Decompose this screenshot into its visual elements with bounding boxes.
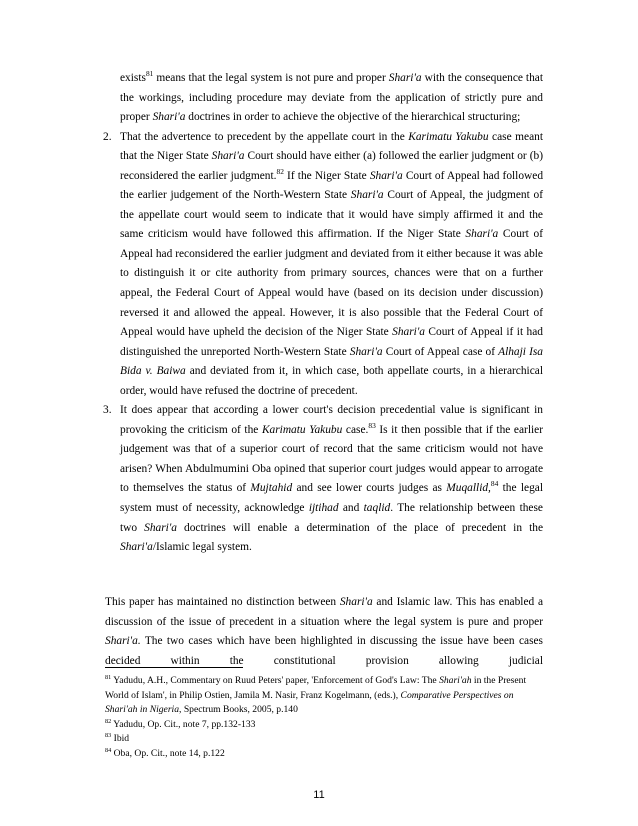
list-item-2: 2. That the advertence to precedent by the appellate court in the Karimatu Yakubu case meant that the Niger State Shari'a Court should have either (a) followed the earlier judgment or (b) reconsidered the earlier judgment.$^{82}$ If the Niger State Shari'a Court of Appeal had followed the earlier judgement of the North-Western State Shari'a Court of Appeal, the judgment of the appellate court would seem to indicate that it would have simply affirmed it and the same criticism would have followed this affirmation. If the Niger State Shari'a Court of Appeal had reconsidered the earlier judgment and deviated from it either because it was able to distinguish it or cite authority from primary sources, chances were that on a further appeal, the Federal Court of Appeal would have (based on its decision under discussion) reversed it and allowed the appeal. However, it is also possible that the Federal Court of Appeal would have upheld the decision of the Niger State Shari'a Court of Appeal if it had distinguished the unreported North-Western State Shari'a Court of Appeal case of Alhaji Isa Bida v. Baiwa and deviated from it, in which case, both appellate courts, in a hierarchical order, would have refused the doctrine of precedent. [120, 128, 543, 402]
footnote-82: $^{82}$ Yadudu, Op. Cit., note 7, pp.132-133 [105, 717, 256, 730]
footnote-separator [105, 667, 243, 668]
footnote-84: $^{84}$ Oba, Op. Cit., note 14, p.122 [105, 746, 225, 759]
footnote-ref-82[interactable]: 82 [276, 166, 284, 176]
list-number-2: 2. [103, 130, 112, 143]
list-item-3: 3. It does appear that according a lower court's decision precedential value is significant in provoking the criticism of the Karimatu Yakubu case.$^{83}$ Is it then possible that if the earlier judgement was that of a superior court of record that the same criticism would not have arisen? When Abdulmumini Oba opined that superior court judges would appear to arrogate to themselves the status of Mujtahid and see lower courts judges as Muqallid,$^{84}$ the legal system must of necessity, acknowledge ijtihad and taqlid. The relationship between these two Shari'a doctrines will enable a determination of the place of precedent in the Shari'a/Islamic legal system. [120, 401, 543, 557]
footnote-ref-83[interactable]: 83 [368, 421, 376, 431]
footnote-81: $^{81}$ Yadudu, A.H., Commentary on Ruud Peters' paper, 'Enforcement of God's Law: The Shari'ah in the Present World of Islam', in Philip Ostien, Jamila M. Nasir, Franz Kogelmann, (eds.), Comparative Perspectives on Shari'ah in Nigeria, Spectrum Books, 2005, p.140 [105, 673, 527, 716]
page-number: 11 [313, 789, 325, 801]
body-paragraph: This paper has maintained no distinction between Shari'a and Islamic law. This has enabled a discussion of the issue of precedent in a situation where the legal system is pure and proper Shari'a. The two cases which have been highlighted in discussing the issue have been cases decided within the constitutional provision allowing judicial [105, 596, 543, 668]
list-number-3: 3. [103, 404, 112, 417]
list-item-1-continuation: exists$^{81}$ means that the legal system is not pure and proper Shari'a with the consequence that the workings, including procedure may deviate from the application of strictly pure and proper Shari'a doctrines in order to achieve the objective of the hierarchical structuring; [120, 69, 544, 124]
footnote-ref-81[interactable]: 81 [145, 69, 154, 79]
footnote-83: $^{83}$ Ibid [105, 732, 130, 745]
numbered-list [103, 69, 544, 558]
footnote-ref-84[interactable]: 84 [490, 479, 499, 489]
footnotes [105, 674, 545, 762]
